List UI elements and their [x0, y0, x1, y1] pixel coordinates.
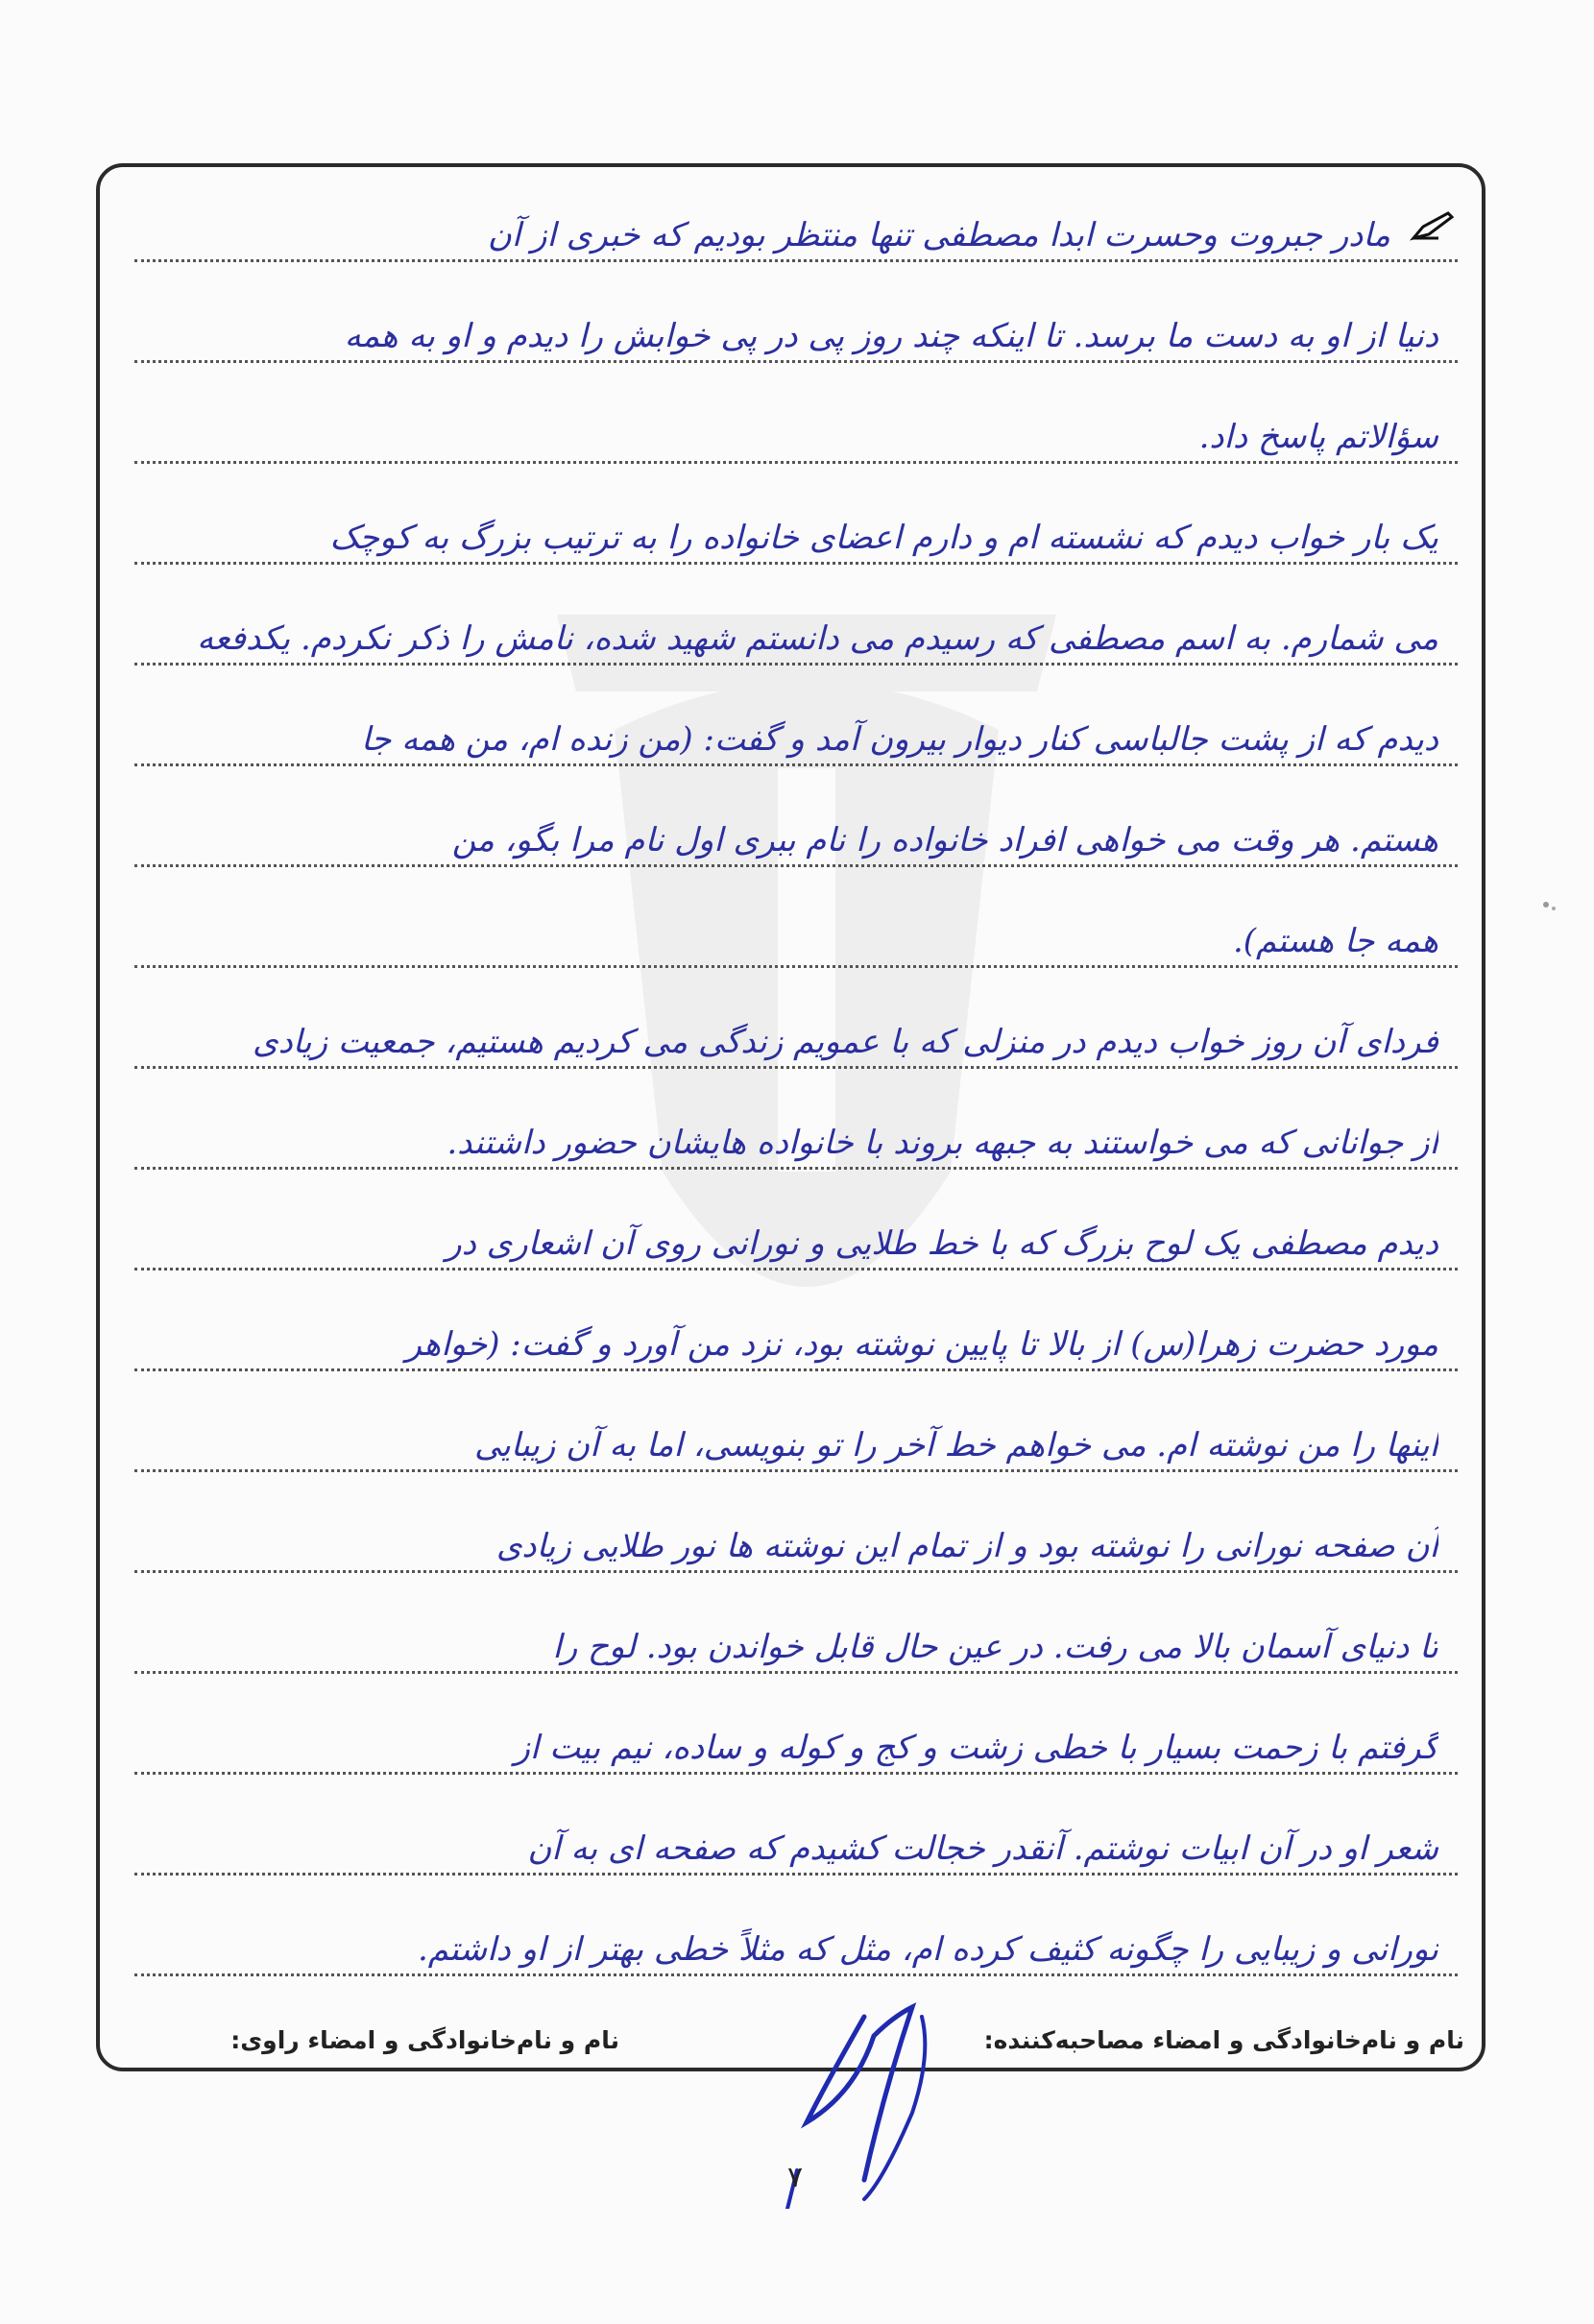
line-text: مادر جبروت وحسرت ابدا مصطفی تنها منتظر بودیم که خبری از آن [487, 216, 1390, 254]
line-text: نورانی و زیبایی را چگونه کثیف کرده ام، مثل که مثلاً خطی بهتر از او داشتم. [417, 1930, 1438, 1969]
text-line [134, 787, 1458, 888]
text-line [134, 182, 1458, 283]
line-text: می شمارم. به اسم مصطفی که رسیدم می دانستم شهید شده، نامش را ذکر نکردم. یکدفعه [197, 619, 1438, 658]
line-text: از جوانانی که می خواستند به جبهه بروند با خانواده هایشان حضور داشتند. [447, 1124, 1438, 1162]
text-line [134, 989, 1458, 1090]
line-text: شعر او در آن ابیات نوشتم. آنقدر خجالت کشیدم که صفحه ای به آن [527, 1829, 1438, 1868]
line-text: دیدم مصطفی یک لوح بزرگ که با خط طلایی و نورانی روی آن اشعاری در [446, 1224, 1438, 1263]
line-text: دنیا از او به دست ما برسد. تا اینکه چند روز پی در پی خوابش را دیدم و او به همه [344, 317, 1438, 355]
interviewer-signature-label: نام و نام‌خانوادگی و امضاء مصاحبه‌کننده: [983, 2026, 1464, 2054]
text-line [134, 888, 1458, 989]
scan-speck [1536, 893, 1565, 922]
line-text: دیدم که از پشت جالباسی کنار دیوار بیرون آمد و گفت: (من زنده ام، من همه جا [361, 720, 1438, 759]
text-line [134, 1292, 1458, 1392]
text-line [134, 384, 1458, 485]
text-line [134, 1493, 1458, 1594]
line-text: آن صفحه نورانی را نوشته بود و از تمام این نوشته ها نور طلایی زیادی [495, 1527, 1438, 1565]
line-text: هستم. هر وقت می خواهی افراد خانواده را نام ببری اول نام مرا بگو، من [451, 821, 1438, 859]
line-text: فردای آن روز خواب دیدم در منزلی که با عمویم زندگی می کردیم هستیم، جمعیت زیادی [253, 1023, 1438, 1061]
text-line [134, 586, 1458, 687]
text-line [134, 1090, 1458, 1191]
line-text: سؤالاتم پاسخ داد. [1198, 418, 1438, 456]
text-line [134, 1796, 1458, 1897]
line-text: اینها را من نوشته ام. می خواهم خط آخر را تو بنویسی، اما به آن زیبایی [474, 1426, 1438, 1465]
page-number: ۷ [787, 2161, 804, 2194]
line-text: تا دنیای آسمان بالا می رفت. در عین حال قابل خواندن بود. لوح را [552, 1628, 1438, 1666]
narrator-signature-label: نام و نام‌خانوادگی و امضاء راوی: [230, 2026, 619, 2054]
line-text: یک بار خواب دیدم که نشسته ام و دارم اعضای خانواده را به ترتیب بزرگ به کوچک [329, 519, 1438, 557]
text-line [134, 1695, 1458, 1796]
text-line [134, 687, 1458, 787]
text-line [134, 1392, 1458, 1493]
text-line [134, 1594, 1458, 1695]
line-text: مورد حضرت زهرا(س) از بالا تا پایین نوشته بود، نزد من آورد و گفت: (خواهر [405, 1325, 1438, 1364]
text-line [134, 283, 1458, 384]
text-line [134, 485, 1458, 586]
handwritten-text-block [134, 182, 1458, 1997]
text-line [134, 1191, 1458, 1292]
line-text: گرفتم با زحمت بسیار با خطی زشت و کج و کوله و ساده، نیم بیت از [514, 1729, 1438, 1767]
line-text: همه جا هستم). [1232, 922, 1438, 960]
